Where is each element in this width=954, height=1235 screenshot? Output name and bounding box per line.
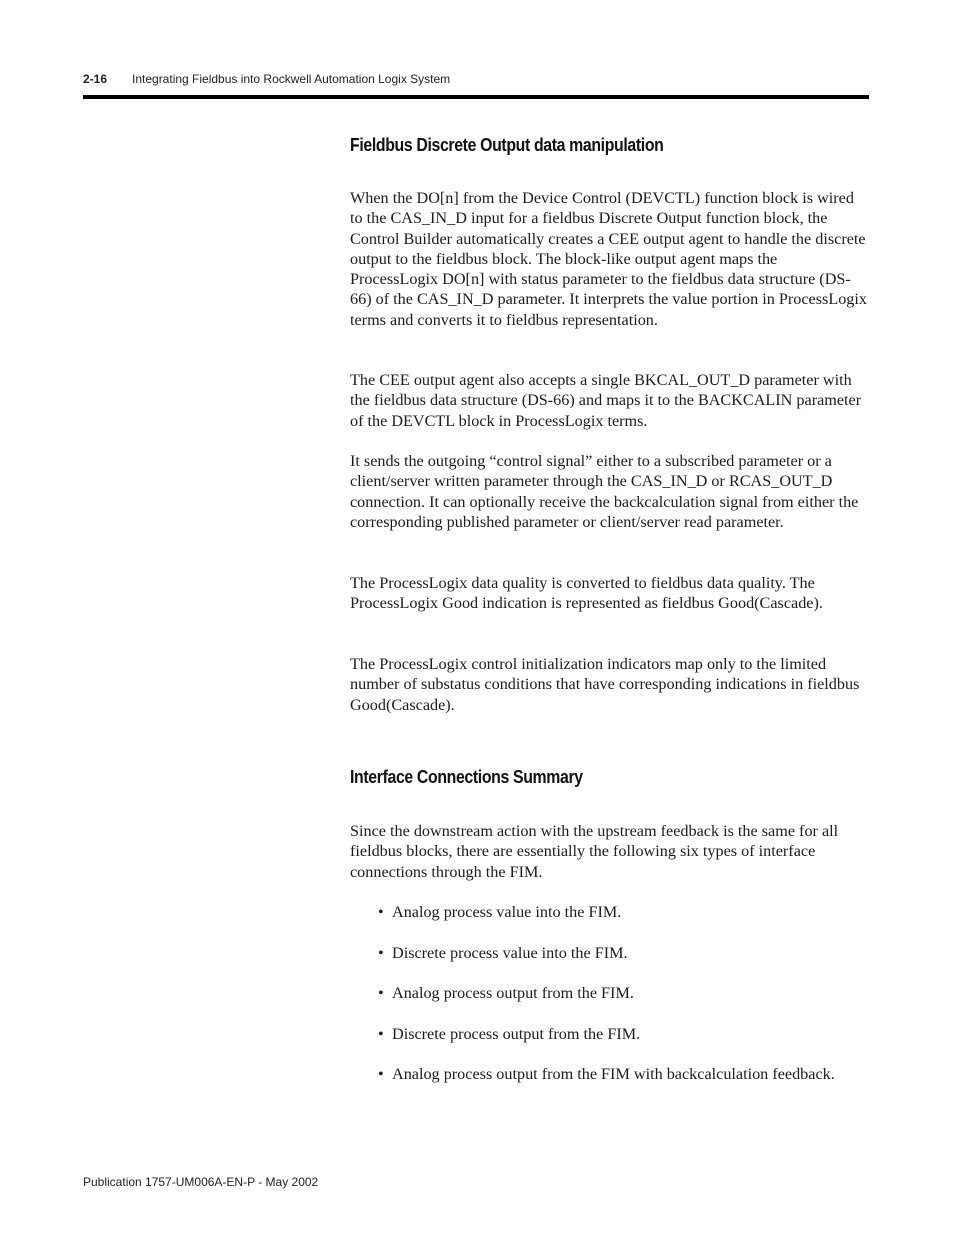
paragraph: The ProcessLogix data quality is converted to fieldbus data quality. The ProcessLogix Good indication is represented as fieldbus Good(Cascade).	[350, 574, 823, 613]
paragraph: When the DO[n] from the Device Control (DEVCTL) function block is wired to the CAS_IN_D input for a fieldbus Discrete Output function block, the Control Builder automatically creates a CEE output agent to handle the discrete output to the fieldbus block. The block-like output agent maps the ProcessLogix DO[n] with status parameter to the fieldbus data structure (DS-66) of the CAS_IN_D parameter. It interprets the value portion in ProcessLogix terms and converts it to fieldbus representation.	[350, 189, 867, 329]
list-item: • Analog process value into the FIM.	[378, 903, 622, 921]
bullet-icon: •	[378, 1025, 384, 1043]
section-heading-discrete-output: Fieldbus Discrete Output data manipulation	[350, 135, 664, 155]
paragraph: Since the downstream action with the upstream feedback is the same for all fieldbus blocks, there are essentially the following six types of interface connections through the FIM.	[350, 822, 839, 881]
list-item: • Discrete process output from the FIM.	[378, 1025, 641, 1043]
header-rule	[83, 95, 869, 99]
bullet-icon: •	[378, 903, 384, 921]
list-item: • Analog process output from the FIM with backcalculation feedback.	[378, 1065, 835, 1083]
page-number: 2-16	[83, 72, 108, 86]
paragraph: It sends the outgoing “control signal” either to a subscribed parameter or a client/server written parameter through the CAS_IN_D or RCAS_OUT_D connection. It can optionally receive the backcalculation signal from either the corresponding published parameter or client/server read parameter.	[350, 452, 859, 531]
bullet-icon: •	[378, 1065, 384, 1083]
chapter-title: Integrating Fieldbus into Rockwell Automation Logix System	[132, 72, 451, 86]
list-item: • Analog process output from the FIM.	[378, 984, 634, 1002]
list-item: • Discrete process value into the FIM.	[378, 944, 628, 962]
bullet-icon: •	[378, 944, 384, 962]
section-heading-interface-connections: Interface Connections Summary	[350, 767, 583, 787]
paragraph: The ProcessLogix control initialization indicators map only to the limited number of substatus conditions that have corresponding indications in fieldbus Good(Cascade).	[350, 655, 860, 714]
running-header	[83, 72, 869, 86]
paragraph: The CEE output agent also accepts a single BKCAL_OUT_D parameter with the fieldbus data structure (DS-66) and maps it to the BACKCALIN parameter of the DEVCTL block in ProcessLogix terms.	[350, 371, 862, 430]
bullet-icon: •	[378, 984, 384, 1002]
publication-footer: Publication 1757-UM006A-EN-P - May 2002	[83, 1175, 319, 1189]
